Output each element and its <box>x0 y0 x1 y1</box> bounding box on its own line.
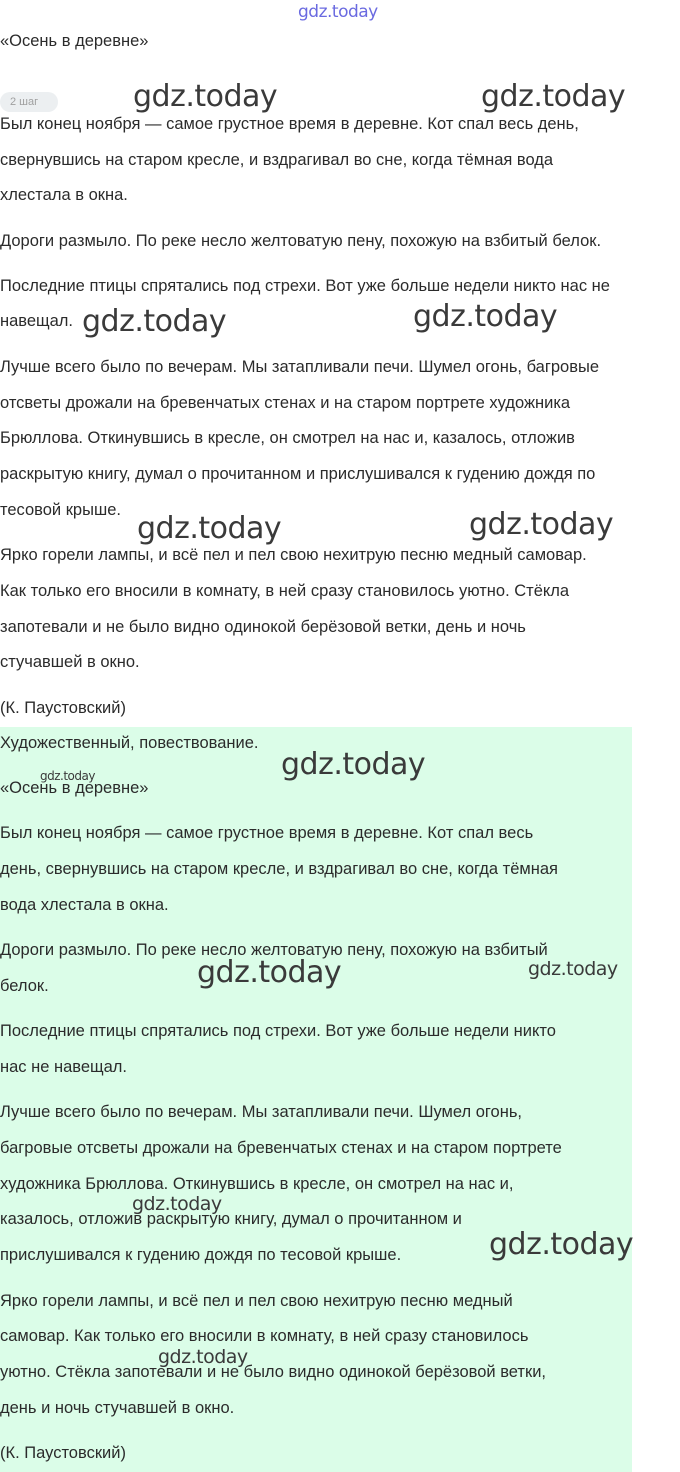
watermark: gdz.today <box>413 299 558 334</box>
original-line: свернувшись на старом кресле, и вздрагивал во сне, когда тёмная вода <box>0 151 554 169</box>
original-author: (К. Паустовский) <box>0 699 126 717</box>
watermark: gdz.today <box>82 304 227 339</box>
watermark: gdz.today <box>197 955 342 990</box>
answer-line: казалось, отложив раскрытую книгу, думал о прочитанном и <box>0 1210 462 1228</box>
watermark-header: gdz.today <box>298 2 378 22</box>
answer-title: «Осень в деревне» <box>0 779 149 797</box>
answer-line: прислушивался к гудению дождя по тесовой крыше. <box>0 1246 402 1264</box>
answer-line: багровые отсветы дрожали на бревенчатых стенах и на старом портрете <box>0 1139 562 1157</box>
answer-line: художника Брюллова. Откинувшись в кресле, он смотрел на нас и, <box>0 1175 514 1193</box>
answer-line: Дороги размыло. По реке несло желтоватую пену, похожую на взбитый <box>0 941 548 959</box>
watermark: gdz.today <box>133 79 278 114</box>
step-badge: 2 шаг <box>0 92 58 112</box>
original-line: навещал. <box>0 312 74 330</box>
answer-line: самовар. Как только его вносили в комнату, в ней сразу становилось <box>0 1327 529 1345</box>
original-line: тесовой крыше. <box>0 501 121 519</box>
original-line: Как только его вносили в комнату, в ней сразу становилось уютно. Стёкла <box>0 582 570 600</box>
answer-line: Ярко горели лампы, и всё пел и пел свою нехитрую песню медный <box>0 1292 513 1310</box>
watermark: gdz.today <box>40 769 95 783</box>
original-line: Брюллова. Откинувшись в кресле, он смотрел на нас и, казалось, отложив <box>0 429 575 447</box>
answer-line: вода хлестала в окна. <box>0 896 169 914</box>
original-title: «Осень в деревне» <box>0 32 149 50</box>
watermark: gdz.today <box>469 507 614 542</box>
answer-line: уютно. Стёкла запотевали и не было видно одинокой берёзовой ветки, <box>0 1363 547 1381</box>
original-line: Был конец ноября — самое грустное время в деревне. Кот спал весь день, <box>0 115 579 133</box>
watermark: gdz.today <box>481 79 626 114</box>
original-line: стучавшей в окно. <box>0 653 140 671</box>
watermark: gdz.today <box>528 958 618 980</box>
original-line: Ярко горели лампы, и всё пел и пел свою нехитрую песню медный самовар. <box>0 546 587 564</box>
watermark: gdz.today <box>158 1346 248 1368</box>
answer-line: Лучше всего было по вечерам. Мы затапливали печи. Шумел огонь, <box>0 1103 523 1121</box>
original-line: отсветы дрожали на бревенчатых стенах и на старом портрете художника <box>0 394 571 412</box>
answer-line: день и ночь стучавшей в окно. <box>0 1399 235 1417</box>
answer-line: Был конец ноября — самое грустное время в деревне. Кот спал весь <box>0 824 534 842</box>
watermark: gdz.today <box>137 511 282 546</box>
answer-line: день, свернувшись на старом кресле, и вздрагивал во сне, когда тёмная <box>0 860 558 878</box>
answer-line: нас не навещал. <box>0 1058 128 1076</box>
watermark: gdz.today <box>489 1227 634 1262</box>
answer-style-type: Художественный, повествование. <box>0 734 259 752</box>
original-line: Последние птицы спрятались под стрехи. Вот уже больше недели никто нас не <box>0 277 610 295</box>
original-line: Лучше всего было по вечерам. Мы затапливали печи. Шумел огонь, багровые <box>0 358 600 376</box>
watermark: gdz.today <box>132 1193 222 1215</box>
original-line: раскрытую книгу, думал о прочитанном и прислушивался к гудению дождя по <box>0 465 596 483</box>
watermark: gdz.today <box>281 747 426 782</box>
original-line: хлестала в окна. <box>0 186 128 204</box>
answer-author: (К. Паустовский) <box>0 1444 126 1462</box>
answer-line: Последние птицы спрятались под стрехи. Вот уже больше недели никто <box>0 1022 556 1040</box>
answer-line: белок. <box>0 977 49 995</box>
original-line: запотевали и не было видно одинокой берёзовой ветки, день и ночь <box>0 618 526 636</box>
original-line: Дороги размыло. По реке несло желтоватую пену, похожую на взбитый белок. <box>0 232 602 250</box>
